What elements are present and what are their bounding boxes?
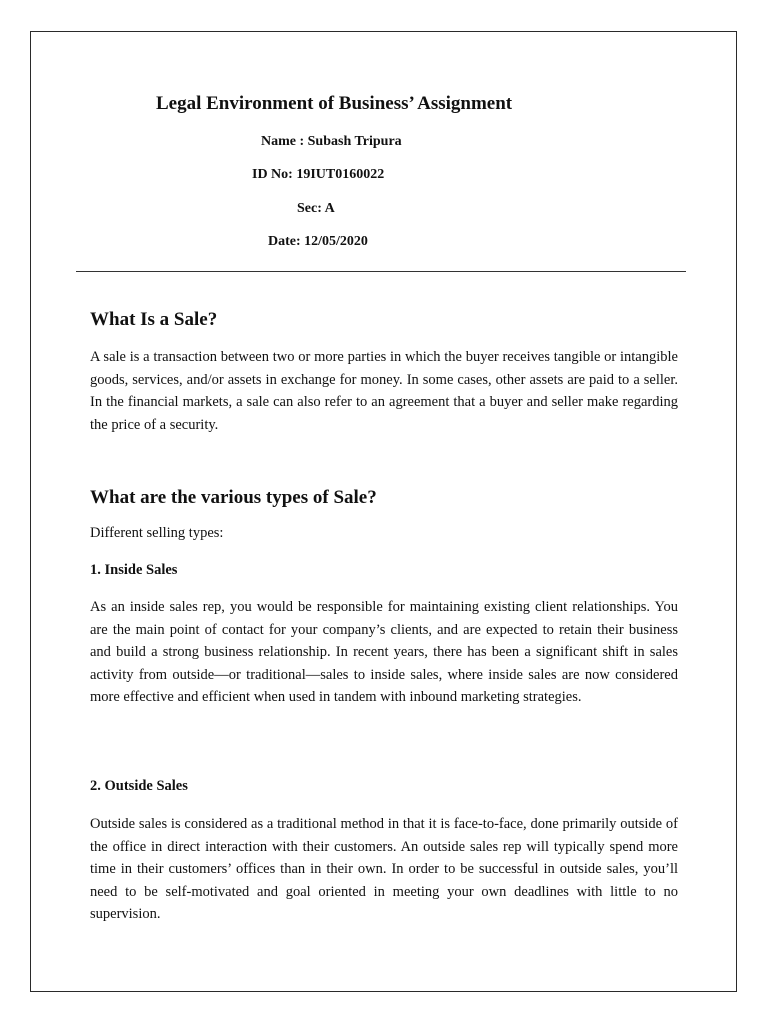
student-section: Sec: A — [297, 201, 335, 216]
paragraph-outside-sales: Outside sales is considered as a traditional method in that it is face-to-face, done primarily outside of the office in direct interaction with their customers. An outside sales rep will typically spend more time in their customers’ offices than in their own. In order to be successful in outside sales, you’ll need to be self-motivated and goal oriented in meeting your own deadlines with little to no supervision. — [90, 816, 678, 922]
header-divider — [76, 271, 686, 272]
heading-types-of-sale: What are the various types of Sale? — [90, 487, 377, 508]
heading-what-is-sale: What Is a Sale? — [90, 309, 218, 330]
heading-inside-sales: 1. Inside Sales — [90, 562, 178, 578]
types-intro-text: Different selling types: — [90, 525, 224, 541]
student-name: Name : Subash Tripura — [261, 134, 402, 149]
document-title: Legal Environment of Business’ Assignment — [156, 93, 513, 114]
submission-date: Date: 12/05/2020 — [268, 234, 368, 249]
heading-outside-sales: 2. Outside Sales — [90, 778, 188, 794]
paragraph-inside-sales: As an inside sales rep, you would be responsible for maintaining existing client relationships. You are the main point of contact for your company’s clients, and are expected to retain their business and build a strong business relationship. In recent years, there has been a significant shift in sales activity from outside—or traditional—sales to inside sales, where inside sales are now considered more effective and efficient when used in tandem with inbound marketing strategies. — [90, 599, 678, 705]
paragraph-what-is-sale: A sale is a transaction between two or more parties in which the buyer receives tangible or intangible goods, services, and/or assets in exchange for money. In some cases, other assets are paid to a seller. In the financial markets, a sale can also refer to an agreement that a buyer and seller make regarding the price of a security. — [90, 349, 678, 433]
student-id: ID No: 19IUT0160022 — [252, 167, 385, 182]
